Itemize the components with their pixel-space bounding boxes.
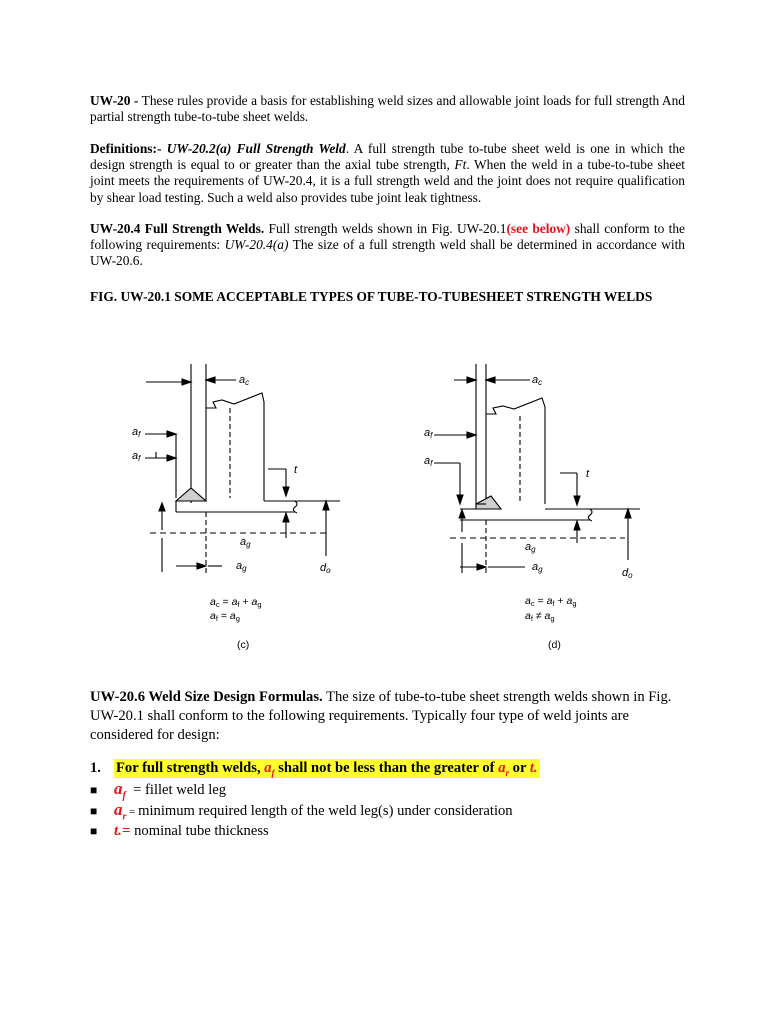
uw206-lead: UW-20.6 Weld Size Design Formulas. xyxy=(90,689,323,705)
uw20-lead: UW-20 - xyxy=(90,93,139,108)
bullet-af-sep: = xyxy=(125,782,146,798)
label-t-c: t xyxy=(294,464,298,476)
uw204a-ref: UW-20.4(a) xyxy=(224,237,289,253)
ft-symbol: Ft xyxy=(454,157,467,173)
req-t: t xyxy=(529,760,534,776)
definitions-text2: . When the weld in a tube-to-tube sheet joint meets the requirements of UW-20.4, it is a full strength weld and the joint does not require qualification by shear load testing. Such a weld also provides tube joint leak tightness. xyxy=(90,157,685,205)
uw20-text: These rules provide a basis for establishing weld sizes and allowable joint loads for full strength And partial strength tube-to-tube sheet welds. xyxy=(90,93,685,125)
bullet-t xyxy=(90,821,269,841)
uw204-text2: shall conform to the following requirements: xyxy=(90,221,685,253)
bullet-icon: ■ xyxy=(90,783,98,797)
diagram-d xyxy=(434,364,640,575)
eq-d2: af ≠ ag xyxy=(525,610,555,623)
figure-title: FIG. UW-20.1 SOME ACCEPTABLE TYPES OF TUBE-TO-TUBESHEET STRENGTH WELDS xyxy=(90,289,653,304)
bullet-ar-symbol: $a_r$ xyxy=(114,800,127,823)
req-text2: shall not be less than the greater of xyxy=(278,760,495,776)
bullet-t-symbol: t.= xyxy=(114,823,131,839)
label-af-c1: af xyxy=(132,426,141,439)
eq-c1: ac = af + ag xyxy=(210,596,262,609)
caption-c: (c) xyxy=(237,639,250,651)
definitions-title: UW-20.2(a) Full Strength Weld xyxy=(166,141,346,156)
uw206-text: The size of tube-to-tube sheet strength welds shown in Fig. UW-20.1 shall conform to the following requirements. Typically four type of weld joints are considered for design: xyxy=(90,689,672,743)
paragraph-uw204 xyxy=(90,221,685,270)
definitions-text1: . A full strength tube to-tube sheet weld is one in which the design strength is equal to or greater than the axial tube strength, xyxy=(90,141,685,173)
req-end: . xyxy=(533,760,538,776)
list-number: 1. xyxy=(90,760,101,776)
req-ar: $a_r$ xyxy=(498,760,510,778)
caption-d: (d) xyxy=(548,639,561,651)
label-ac-c: ac xyxy=(239,374,250,387)
label-ac-d: ac xyxy=(532,374,543,387)
bullet-af-symbol: $a_f$ xyxy=(114,779,126,802)
req-text1: For full strength welds, xyxy=(116,760,261,776)
label-af-d2: af xyxy=(424,455,433,468)
highlighted-requirement xyxy=(114,759,540,778)
label-af-c2: af xyxy=(132,450,141,463)
bullet-icon: ■ xyxy=(90,804,98,818)
label-do-d: do xyxy=(622,567,633,580)
uw204-text1: Full strength welds shown in Fig. UW-20.1 xyxy=(264,221,507,236)
paragraph-definitions xyxy=(90,141,685,206)
label-ag-d2: ag xyxy=(532,561,543,574)
label-t-d: t xyxy=(586,468,590,480)
bullet-ar-sep: = xyxy=(126,806,139,818)
bullet-icon: ■ xyxy=(90,824,98,838)
label-ag-c2: ag xyxy=(236,560,247,573)
req-af: $a_f$ xyxy=(264,760,275,778)
label-ag-d1: ag xyxy=(525,541,536,554)
paragraph-uw20 xyxy=(90,93,685,125)
see-below-link: (see below) xyxy=(506,221,571,236)
uw204-lead: UW-20.4 Full Strength Welds. xyxy=(90,221,265,236)
label-af-d1: af xyxy=(424,427,433,440)
req-or: or xyxy=(509,760,530,776)
bullet-af-text: fillet weld leg xyxy=(145,782,227,798)
weld-figure xyxy=(0,360,768,660)
paragraph-uw206 xyxy=(90,688,690,745)
uw204-text3: The size of a full strength weld shall be determined in accordance with UW-20.6. xyxy=(90,237,685,269)
label-do-c: do xyxy=(320,562,331,575)
bullet-ar-text: minimum required length of the weld leg(s) under consideration xyxy=(138,803,513,819)
bullet-t-text: nominal tube thickness xyxy=(134,823,269,839)
label-ag-c1: ag xyxy=(240,536,251,549)
definitions-lead: Definitions:- xyxy=(90,141,162,156)
eq-d1: ac = af + ag xyxy=(525,595,577,608)
eq-c2: af = ag xyxy=(210,610,240,623)
